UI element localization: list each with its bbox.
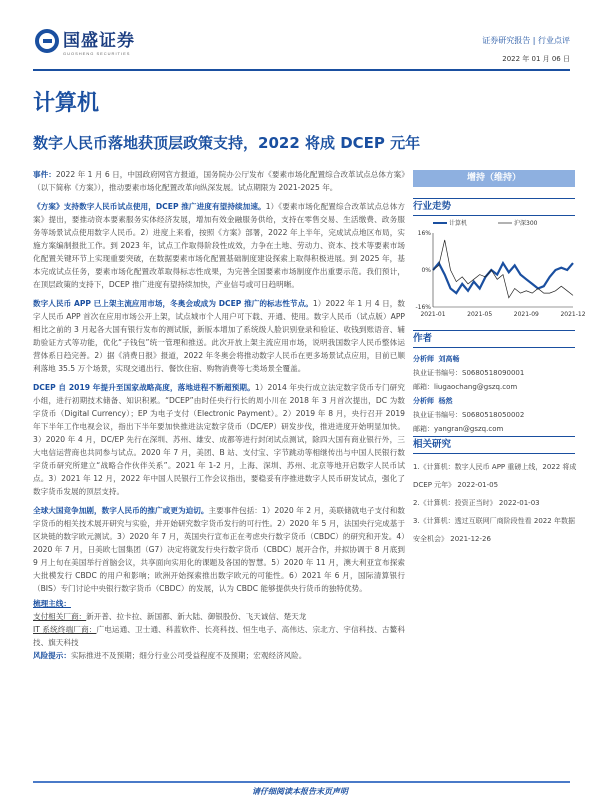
paragraph-text: 1）《要素市场化配置综合改革试点总体方案》提出，要推动资本要素服务实体经济发展，增加有效金融服务供给，支持在零售交易、生活缴费、政务服务等场景试点使用数字人民币。2）进度上来看，按照《方案》部署，2022 年上半年，完成试点地区布局，实施方案编制报批工作。到 2023 年，试点工作取得阶段性成效，力争在土地、劳动力、资本、技术等要素市场化配置关键环节上实现重要突破，在数据要素市场化配置基础制度建设探索上取得积极进展。到 2025 年，基本完成试点任务，要素市场化配置改革取得标志性成果，为完善全国要素市场制度作出重要示范。我们预计，在顶层政策的支持下，DCEP 推广进度有望持续加快，产业信号或可日趋明晰。 xyxy=(33,202,405,289)
paragraph-text: 主要事件包括：1）2020 年 2 月，美联储就电子支付和数字货币的相关技术展开研究与实验，并开始研究数字货币发行的可行性。2）2020 年 5 月，法国央行完成基于区块链的数字欧元测试。3）2020 年 7 月，英国央行宣布正在考虑央行数字货币（CBDC）的研究和开发。4）2020 年 7 月，日美欧七国集团（G7）决定将就发行央行数字货币（CBDC）展开合作，并拟协调于 8 月底到 9 月上旬在美国举行首脑会议，共享面向实用化的课题及各国的智慧。5）2020 年 11 月，澳大利亚宣布探索大批模发行 CBDC 的用户和影响；欧洲开始探索推出数字欧元的可能性。6）2021 年 6 月，国际清算银行（BIS）专门讨论中央银行数字货币（CBDC）的发展，认为 CBDC 能够提供央行货币的独特优势。 xyxy=(33,506,406,593)
paragraph-heading: 《方案》支持数字人民币试点使用，DCEP 推广进度有望持续加速。 xyxy=(33,202,266,211)
series-line-computer xyxy=(433,263,573,293)
logo-english: GUOSHENG SECURITIES xyxy=(63,51,131,56)
author-cert: 执业证书编号：S0680518050002 xyxy=(413,411,525,419)
related-title: 2.《计算机：投资正当时》 xyxy=(413,499,497,507)
author-role: 分析师 xyxy=(413,397,434,405)
legend-label: 计算机 xyxy=(449,220,468,227)
author-email[interactable]: 邮箱：yangran@gszq.com xyxy=(413,425,504,433)
y-tick-label: 0% xyxy=(421,267,431,274)
section-authors: 作者 xyxy=(413,330,575,348)
focus-companies: 新开普、拉卡拉、新国都、新大陆、御银股份、飞天诚信、楚天龙 xyxy=(86,612,307,621)
footer-divider xyxy=(33,781,570,783)
related-item[interactable] xyxy=(413,458,578,494)
paragraph-text: 1）2022 年 1 月 4 日，数字人民币 APP 首次在应用市场公开上架，试点城市个人用户可下载、开通、使用。数字人民币（试点版）APP 相比之前的 3 月起各大国有银行发布的测试版，新版本增加了系统级人脸识别登录和验证、收钱到账语音、辅助验证方式等功能，优化“子钱包”统一管理和推送。此次开放上架主流应用市场，说明我国数字人民币整体运营体系日趋完善。2）据《消费日报》报道，2022 年冬奥会将推动数字人民币在更多场景试点应用，目前已顺利落地 35.5 万个场景，实现交通出行、餐饮住宿、购物消费等七类场景全覆盖。 xyxy=(33,299,405,373)
author-1 xyxy=(413,352,578,436)
paragraph-policy xyxy=(33,200,405,291)
paragraph-event xyxy=(33,168,405,194)
paragraph-app xyxy=(33,297,405,375)
rating-badge: 增持（维持） xyxy=(413,170,575,187)
paragraph-heading: 数字人民币 APP 已上架主流应用市场，冬奥会或成为 DCEP 推广的标志性节点。 xyxy=(33,299,313,308)
sector-title: 计算机 xyxy=(33,91,100,116)
paragraph-heading: DCEP 自 2019 年提升至国家战略高度，落地进程不断超预期。 xyxy=(33,383,255,392)
focus-label: 支付相关厂商： xyxy=(33,612,87,621)
header-divider xyxy=(33,69,570,71)
related-item[interactable] xyxy=(413,494,578,512)
section-trend: 行业走势 xyxy=(413,198,575,216)
paragraph-text: 1）2014 年央行成立法定数字货币专门研究小组，进行初期技术储备、知识积累。“DCEP”由时任央行行长的周小川在 2018 年 3 月首次提出，DC 为数字货币（Digital Currency）；EP 为电子支付（Electronic Payment）。2）2019 年 8 月，央行召开 2019 年下半年工作电视会议，指出下半年要加快推进法定数字货币（DC/EP）研发步伐，推进进度开始明显加快。3）2020 年 4 月，DC/EP 先行在深圳、苏州、雄安、成都等进行封闭试点测试，除四大国有商业银行外，三大电信运营商也共同参与试点。2020 年 7 月，美团、B 站、支付宝、字节跳动等相继传出与中国人民银行数字货币研究所建立“战略合作伙伴关系”。2021 年 1-2 月，上海、深圳、苏州、北京等地开启数字人民币试点。3）2021 年 12 月，2022 年中国人民银行工作会议指出，要稳妥有序推进数字人民币研发试点，强化了数字货币发展的顶层支持。 xyxy=(33,383,405,496)
related-date: 2022-01-05 xyxy=(457,481,499,489)
y-tick-label: -16% xyxy=(415,304,431,311)
risk-text: 实际推进不及预期；细分行业公司受益程度不及预期；宏观经济风险。 xyxy=(70,651,307,660)
report-body xyxy=(33,168,405,662)
logo-icon xyxy=(35,29,59,53)
related-list xyxy=(413,458,578,548)
series-line-hs300 xyxy=(433,240,573,298)
focus-label: IT 系统终端厂商： xyxy=(33,625,97,634)
paragraph-history xyxy=(33,381,405,498)
risk-note xyxy=(33,649,405,662)
author-name: 刘高畅 xyxy=(438,355,460,363)
x-tick-label: 2021-05 xyxy=(467,311,493,318)
author-email[interactable]: 邮箱：liugaochang@gszq.com xyxy=(413,383,518,391)
related-item[interactable] xyxy=(413,512,578,548)
related-title: 3.《计算机：透过互联网厂商阶段性看 2022 年数据安全机会》 xyxy=(413,517,575,543)
legend-label: 沪深300 xyxy=(514,220,538,227)
focus-payment xyxy=(33,610,405,623)
company-logo xyxy=(35,26,135,56)
report-date: 2022 年 01 月 06 日 xyxy=(502,55,570,63)
author-cert: 执业证书编号：S0680518090001 xyxy=(413,369,525,377)
focus-companies: 广电运通、卫士通、科蓝软件、长亮科技、恒生电子、高伟达、宗北方、宇信科技、古鳌科技、旗天科技 xyxy=(33,625,405,647)
paragraph-heading: 事件： xyxy=(33,170,56,179)
paragraph-heading: 全球大国竞争加剧，数字人民币的推广或更为迫切。 xyxy=(33,506,209,515)
report-type: 证券研究报告 | 行业点评 xyxy=(482,36,570,45)
author-role: 分析师 xyxy=(413,355,434,363)
y-tick-label: 16% xyxy=(417,230,431,237)
paragraph-global xyxy=(33,504,405,595)
focus-it xyxy=(33,623,405,649)
related-date: 2021-12-26 xyxy=(450,535,491,543)
related-date: 2022-01-03 xyxy=(498,499,540,507)
related-title: 1.《计算机：数字人民币 APP 重磅上线，2022 将成 DCEP 元年》 xyxy=(413,463,577,489)
author-name: 杨然 xyxy=(438,397,453,405)
risk-heading: 风险提示： xyxy=(33,651,71,660)
x-tick-label: 2021-12 xyxy=(560,311,586,318)
industry-trend-chart xyxy=(413,215,586,325)
focus-heading: 梳理主线： xyxy=(33,599,71,608)
x-tick-label: 2021-01 xyxy=(420,311,446,318)
report-title: 数字人民币落地获顶层政策支持，2022 将成 DCEP 元年 xyxy=(33,134,421,152)
logo-name: 国盛证券 xyxy=(63,31,135,51)
section-related: 相关研究 xyxy=(413,436,575,454)
footer-disclaimer: 请仔细阅读本报告末页声明 xyxy=(252,787,348,796)
x-tick-label: 2021-09 xyxy=(513,311,539,318)
paragraph-text: 2022 年 1 月 6 日，中国政府网官方报道，国务院办公厅发布《要素市场化配置综合改革试点总体方案》（以下简称《方案》），推动要素市场化配置改革向纵深发展。试点期限为 2021-2025 年。 xyxy=(33,170,405,192)
